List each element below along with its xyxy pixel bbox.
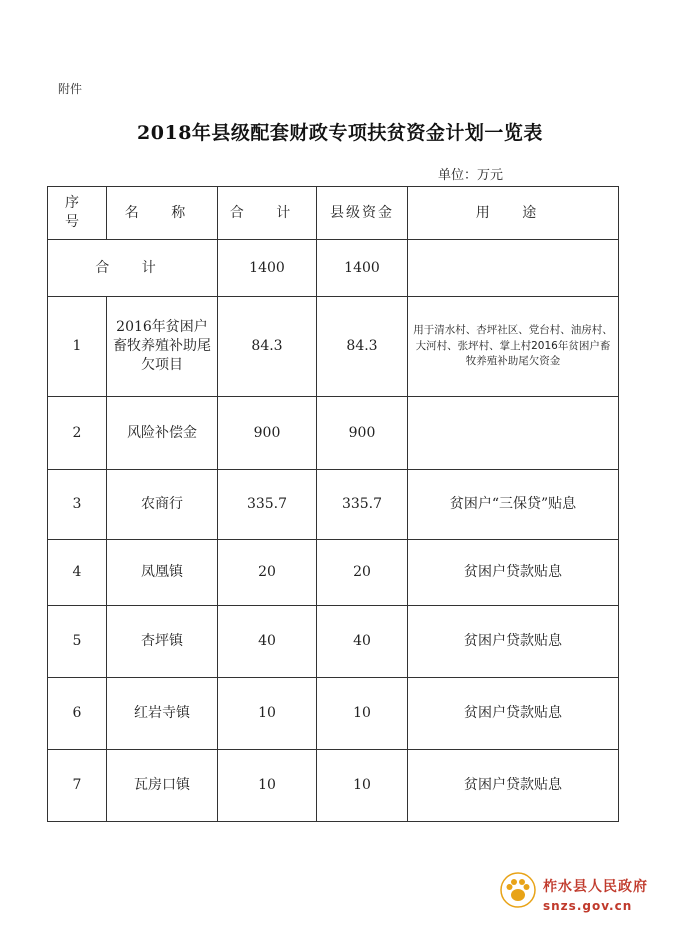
fund-plan-table [47, 186, 619, 822]
row-purpose: 贫困户贷款贴息 [408, 678, 619, 750]
row-seq: 5 [48, 606, 107, 678]
table-row [48, 397, 619, 470]
row-purpose: 贫困户贷款贴息 [408, 540, 619, 606]
page-title: 2018年县级配套财政专项扶贫资金计划一览表 [137, 122, 543, 144]
row-name: 农商行 [107, 470, 218, 540]
row-seq: 7 [48, 750, 107, 822]
row-purpose: 贫困户贷款贴息 [408, 606, 619, 678]
row-county-fund: 20 [317, 540, 408, 606]
summary-purpose [408, 240, 619, 297]
row-seq: 2 [48, 397, 107, 470]
table-row [48, 540, 619, 606]
row-name: 凤凰镇 [107, 540, 218, 606]
header-seq: 序 号 [48, 187, 107, 240]
unit-label: 单位：万元 [438, 168, 504, 183]
row-county-fund: 335.7 [317, 470, 408, 540]
summary-county-fund: 1400 [317, 240, 408, 297]
table-row [48, 606, 619, 678]
summary-label: 合 计 [48, 240, 218, 297]
summary-total: 1400 [218, 240, 317, 297]
summary-row [48, 240, 619, 297]
table-row [48, 678, 619, 750]
table-row [48, 750, 619, 822]
header-purpose: 用 途 [408, 187, 619, 240]
row-name: 瓦房口镇 [107, 750, 218, 822]
watermark-name: 柞水县人民政府 [543, 879, 648, 895]
row-seq: 3 [48, 470, 107, 540]
row-seq: 6 [48, 678, 107, 750]
row-purpose: 贫困户贷款贴息 [408, 750, 619, 822]
row-total: 10 [218, 678, 317, 750]
row-total: 900 [218, 397, 317, 470]
header-total: 合 计 [218, 187, 317, 240]
row-name: 风险补偿金 [107, 397, 218, 470]
row-seq: 1 [48, 297, 107, 397]
table-header-row [48, 187, 619, 240]
row-county-fund: 40 [317, 606, 408, 678]
row-total: 84.3 [218, 297, 317, 397]
table-row [48, 470, 619, 540]
header-county-fund: 县级资金 [317, 187, 408, 240]
row-total: 40 [218, 606, 317, 678]
row-name: 红岩寺镇 [107, 678, 218, 750]
row-seq: 4 [48, 540, 107, 606]
row-total: 335.7 [218, 470, 317, 540]
paw-logo-icon [500, 872, 536, 908]
row-purpose [408, 397, 619, 470]
table-row [48, 297, 619, 397]
row-purpose: 贫困户“三保贷”贴息 [408, 470, 619, 540]
row-county-fund: 10 [317, 750, 408, 822]
row-county-fund: 900 [317, 397, 408, 470]
row-name: 杏坪镇 [107, 606, 218, 678]
watermark-url: snzs.gov.cn [543, 899, 633, 913]
row-name: 2016年贫困户畜牧养殖补助尾欠项目 [107, 297, 218, 397]
attachment-label: 附件 [58, 82, 83, 96]
row-purpose: 用于清水村、杏坪社区、党台村、油房村、大河村、张坪村、掌上村2016年贫困户畜牧养殖补助尾欠资金 [408, 297, 619, 397]
row-total: 10 [218, 750, 317, 822]
header-name: 名 称 [107, 187, 218, 240]
row-county-fund: 10 [317, 678, 408, 750]
row-county-fund: 84.3 [317, 297, 408, 397]
row-total: 20 [218, 540, 317, 606]
